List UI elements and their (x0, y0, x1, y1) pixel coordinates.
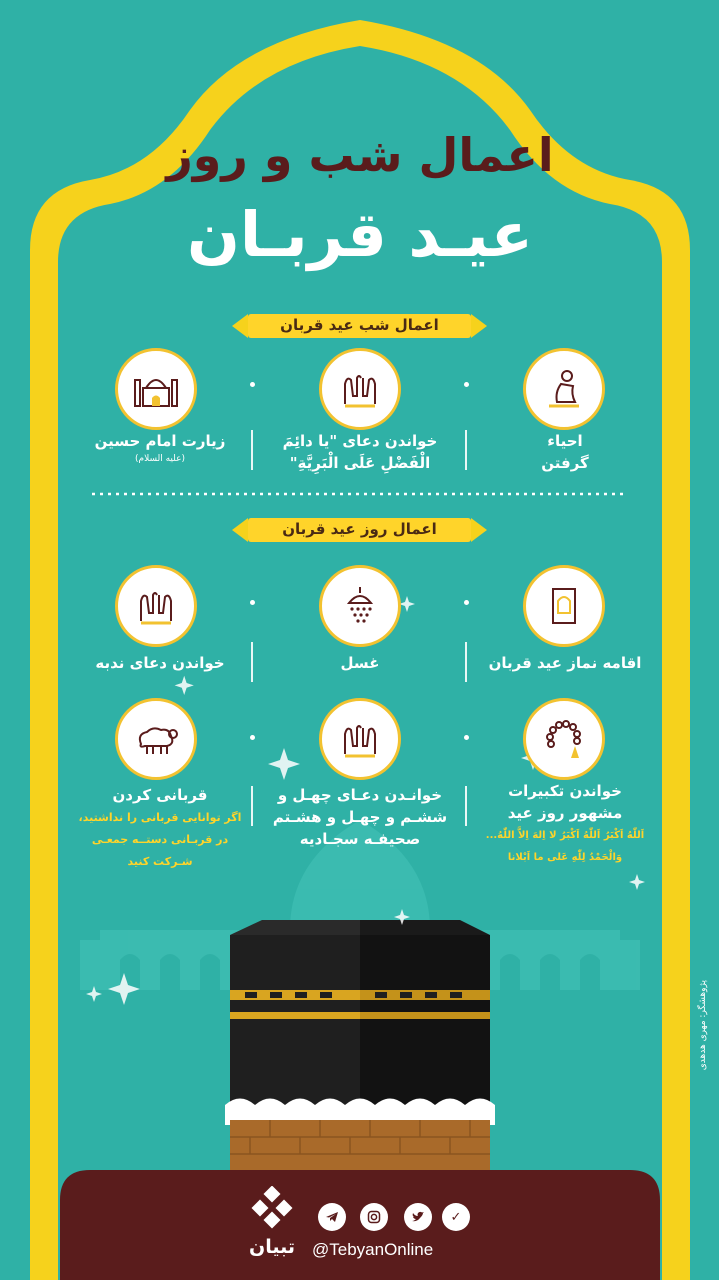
item-sahifeh-line3: صحیفـه سجـادیه (299, 830, 421, 848)
item-ziarat-line2: (علیه السلام) (135, 454, 185, 464)
item-doa-yadaem-line1: خواندن دعای "یا دائِمَ (282, 432, 438, 450)
item-ghorbani-line1: قربانی کردن (112, 786, 208, 804)
item-takbirat-line1: خواندن تکبیرات (508, 782, 622, 800)
item-sahifeh-line1: خوانـدن دعـای چهـل و (277, 786, 443, 804)
separator-dot (250, 382, 255, 387)
item-ehya-line1: احیاء (547, 432, 583, 450)
separator-line (465, 642, 467, 682)
item-ehya-line2: گرفتن (541, 454, 589, 472)
item-ghorbani-note2: در قربـانی دستــه جمعـی (91, 833, 229, 846)
title-line-2: عیـد قربـان (186, 198, 534, 271)
raised-hands-icon (115, 565, 197, 647)
separator-dot (250, 600, 255, 605)
separator-line (465, 430, 467, 470)
item-sahifeh-line2: ششـم و چهـل و هشـتم (272, 808, 448, 826)
logo-text: تبیان (249, 1236, 295, 1258)
telegram-icon[interactable] (318, 1203, 346, 1231)
tebyan-logo-icon (250, 1186, 294, 1230)
item-doa-yadaem-line2: الْفَضْلِ عَلَی الْبَرِیَّةِ" (289, 454, 431, 472)
separator-line (251, 642, 253, 682)
item-takbirat-note1: اَللّٰهُ اَکْبَرُ اَللّٰهُ اَکْبَرُ لا اِلهَ اِلاَّ اللّٰهُ... (485, 830, 645, 841)
praying-man-icon (523, 348, 605, 430)
item-ziarat-line1: زیارت امام حسین (94, 432, 226, 450)
item-namaz-eid: اقامه نماز عید قربان (488, 654, 642, 672)
separator-dot (464, 600, 469, 605)
separator-line (251, 430, 253, 470)
item-doa-nodbe: خواندن دعای ندبه (95, 654, 225, 672)
social-handle[interactable]: @TebyanOnline (312, 1240, 434, 1259)
separator-line (465, 786, 467, 826)
shrine-icon (115, 348, 197, 430)
title-line-1: اعمال شب و روز (166, 128, 554, 182)
item-ghosl: غسل (340, 654, 380, 672)
item-takbirat-note2: وَالْحَمْدُ لِلّٰهِ عَلی ما اَبْلانا (507, 852, 623, 863)
shower-icon (319, 565, 401, 647)
credit-text: پژوهشگر: مهری هدهدی (698, 980, 708, 1071)
prayer-rug-icon (523, 565, 605, 647)
separator-dot (464, 382, 469, 387)
separator-dot (464, 735, 469, 740)
separator-line (251, 786, 253, 826)
tebyan-logo (250, 1186, 294, 1230)
prayer-beads-icon (523, 698, 605, 780)
ribbon-day: اعمال روز عید قربان (282, 520, 437, 538)
item-ghorbani-note1: اگر توانایی قربانی را نداشتید، (78, 811, 242, 824)
item-takbirat-line2: مشهور روز عید (507, 804, 623, 822)
raised-hands-icon (319, 348, 401, 430)
raised-hands-icon (319, 698, 401, 780)
check-icon[interactable]: ✓ (442, 1203, 470, 1231)
instagram-icon[interactable] (360, 1203, 388, 1231)
separator-dot (250, 735, 255, 740)
sheep-icon (115, 698, 197, 780)
item-ghorbani-note3: شـرکت کنید (127, 855, 193, 868)
twitter-icon[interactable] (404, 1203, 432, 1231)
ribbon-night: اعمال شب عید قربان (280, 316, 439, 334)
